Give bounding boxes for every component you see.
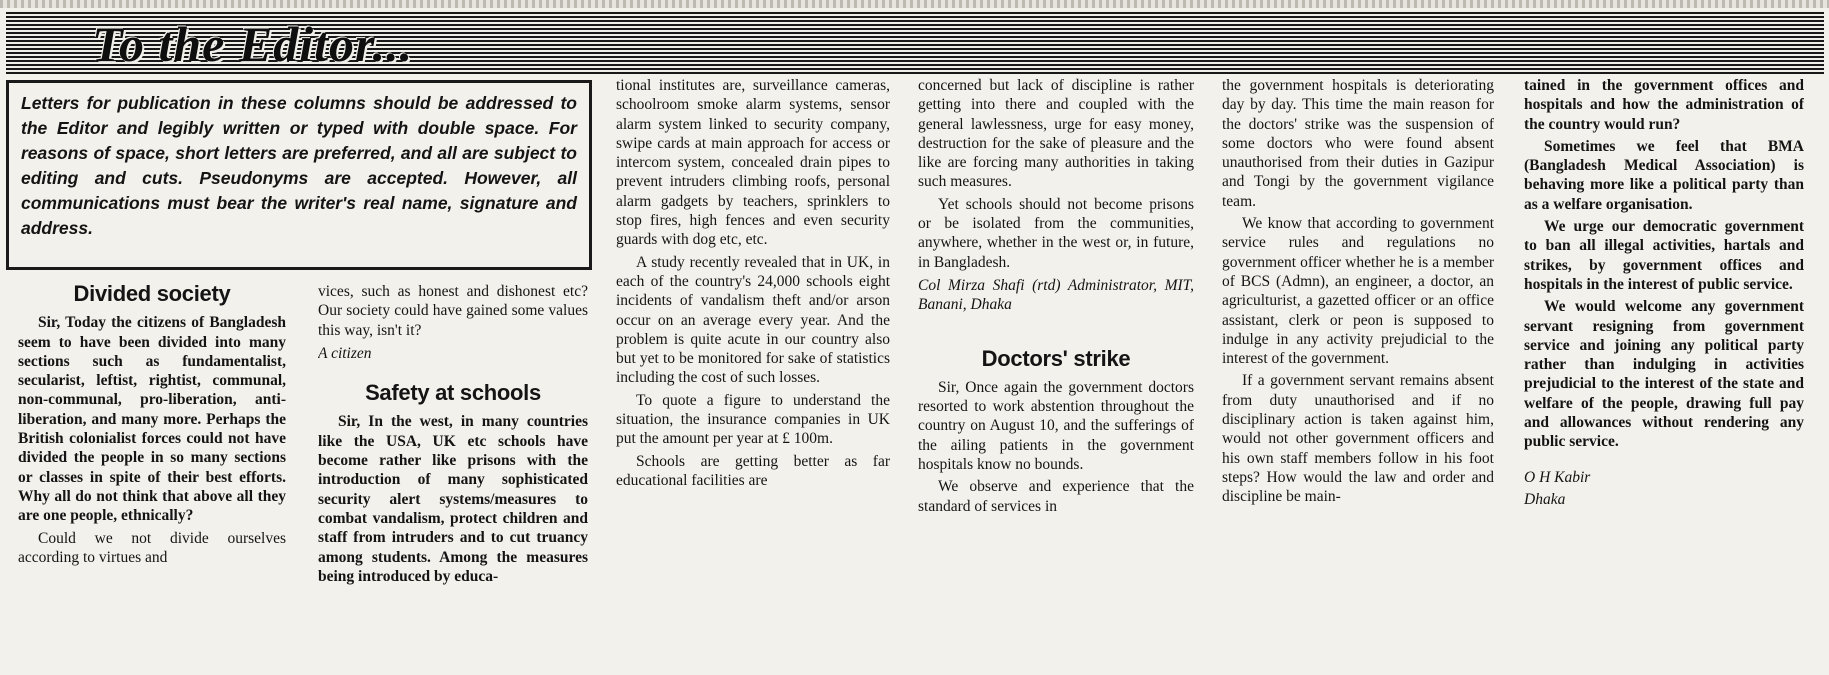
column-2 (318, 282, 588, 672)
column-4 (918, 76, 1194, 672)
column-3 (616, 76, 890, 672)
divided-society-paragraph-2: Could we not divide ourselves according to virtues and (18, 529, 286, 566)
safety-paragraph-5: Yet schools should not become prisons or be isolated from the communities, anywhere, whether in the west or, in future, in Bangladesh. (918, 195, 1194, 271)
doctors-signature-place: Dhaka (1524, 490, 1566, 508)
safety-paragraph-4: Schools are getting better as far educational facilities are (616, 452, 890, 489)
column-6 (1524, 76, 1804, 672)
banner-title: To the Editor... (92, 16, 414, 72)
divided-society-paragraph-1: Sir, Today the citizens of Bangladesh seem to have been divided into many sections such as fundamentalist, secularist, leftist, rightist, communal, non-communal, pro-liberation, anti-liberation, and many more. Perhaps the British colonialist forces could not have divided the people in so many sections or classes in spite of their best efforts. Why all do not think that above all they are one people, ethnically? (18, 314, 286, 525)
doctors-paragraph-2: We observe and experience that the standard of services in (918, 478, 1194, 515)
doctors-paragraph-1: Sir, Once again the government doctors resorted to work abstention throughout the country on August 10, and the sufferings of the ailing patients in the government hospitals know no bounds. (918, 378, 1194, 474)
submission-notice-box (6, 80, 592, 270)
doctors-paragraph-4: If a government servant remains absent from duty unauthorised and if no disciplinary action is taken against him, would not other government officers and his own staff members follow in his foot steps? How would the law and order and discipline be main- (1222, 372, 1494, 506)
safety-paragraph-4-continued: concerned but lack of discipline is rather getting into there and coupled with the general lawlessness, urge for easy money, destruction for the sake of pleasure and the like are forcing many authorities in taking such measures. (918, 77, 1194, 191)
doctors-signature-name: O H Kabir (1524, 468, 1591, 486)
column-1 (18, 278, 286, 673)
doctors-paragraph-6: We urge our democratic government to ban all illegal activities, hartals and strikes, by government offices and hospitals in the interest of public service. (1524, 218, 1804, 293)
doctors-paragraph-7: We would welcome any government servant resigning from government service and joining any political party rather than indulging in activities prejudicial to the interest of the state and welfare of the people, drawing full pay and allowances without rendering any public service. (1524, 298, 1804, 451)
submission-notice-text: Letters for publication in these columns should be addressed to the Editor and legibly written or typed with double space. For reasons of space, short letters are preferred, and all are subject to editing and cuts. Pseudonyms are accepted. However, all communications must bear the writer's real name, signature and address. (21, 93, 577, 238)
safety-paragraph-3: To quote a figure to understand the situation, the insurance companies in UK put the amount per year at £ 100m. (616, 391, 890, 448)
column-5 (1222, 76, 1494, 672)
headline-safety-at-schools: Safety at schools (365, 380, 541, 406)
divided-society-signature: A citizen (318, 344, 372, 362)
doctors-paragraph-5: Sometimes we feel that BMA (Bangladesh Medical Association) is behaving more like a political party than as a welfare organisation. (1524, 137, 1804, 213)
safety-paragraph-1: Sir, In the west, in many countries like the USA, UK etc schools have become rather like prisons with the introduction of many sophisticated security alert systems/measures to combat vandalism, protect children and staff from intruders and to cut truancy among students. Among the measures being introduced by educa- (318, 413, 588, 585)
top-edge-strip (0, 0, 1829, 8)
headline-doctors-strike: Doctors' strike (981, 345, 1131, 371)
doctors-paragraph-3: We know that according to government service rules and regulations no government officer whether he is a member of BCS (Admn), an engineer, a doctor, an agriculturist, a gazetted officer or an office assistant, clerk or peon is supposed to indulge in any activity prejudicial to the interest of the government. (1222, 215, 1494, 368)
section-banner (6, 11, 1824, 74)
doctors-paragraph-4-continued: tained in the government offices and hospitals and how the administration of the country would run? (1524, 77, 1804, 133)
divided-society-paragraph-2-continued: vices, such as honest and dishonest etc? Our society could have gained some values this way, isn't it? (318, 283, 588, 339)
doctors-paragraph-2-continued: the government hospitals is deteriorating day by day. This time the main reason for the doctors' strike was the suspension of some doctors who were found absent unauthorised from their duties in Gazipur and Tongi by the government vigilance team. (1222, 77, 1494, 210)
safety-paragraph-1-continued: tional institutes are, surveillance cameras, schoolroom smoke alarm systems, sensor alarm system linked to security company, swipe cards at main approach for access or intercom system, concealed drain pipes to prevent intruders climbing roofs, personal alarm gadgets by teachers, sprinklers to stop fires, high fences and even security guards with dog etc, etc. (616, 77, 890, 249)
headline-divided-society: Divided society (73, 281, 231, 306)
safety-signature: Col Mirza Shafi (rtd) Administrator, MIT, Banani, Dhaka (918, 276, 1194, 314)
safety-paragraph-2: A study recently revealed that in UK, in each of the country's 24,000 schools eight incidents of vandalism theft and/or arson occur on an average every year. And the problem is quite acute in our country also but yet to be monitored for sake of statistics including the cost of such losses. (616, 253, 890, 387)
